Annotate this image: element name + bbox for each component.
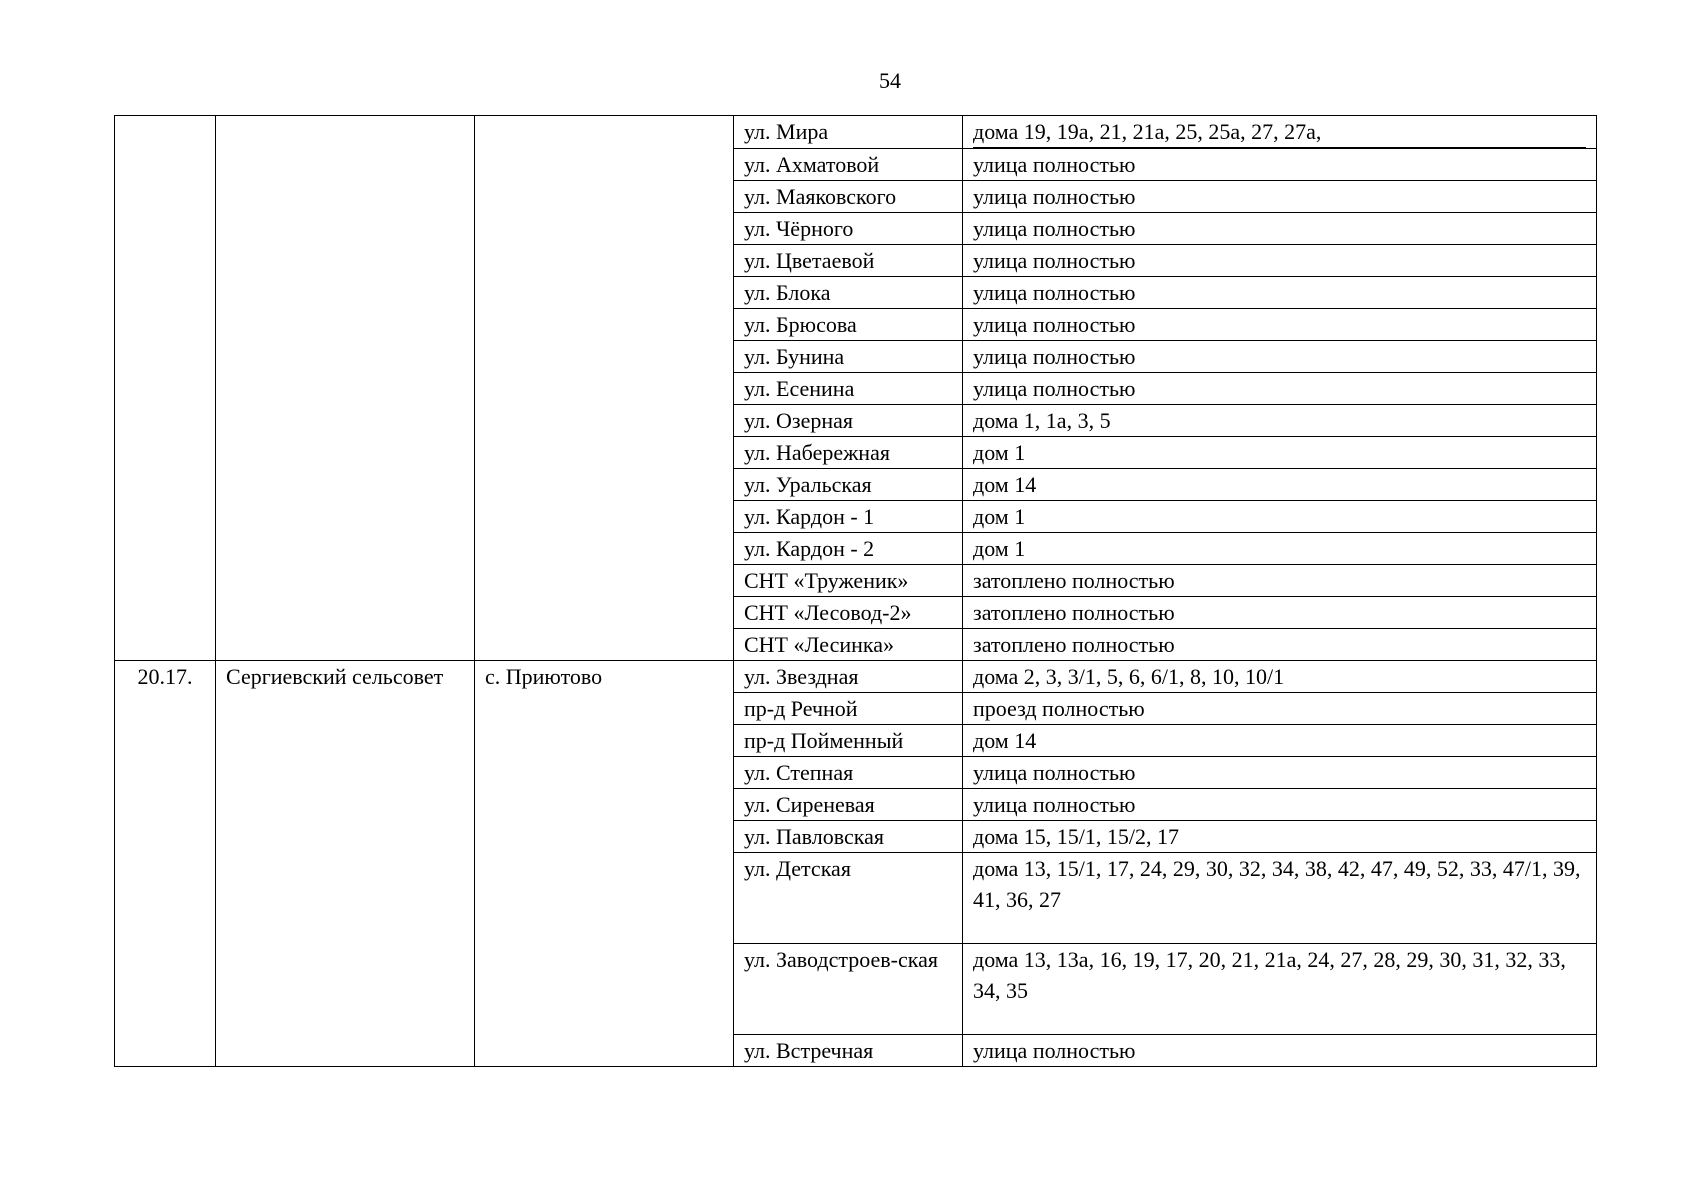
houses-cell: дом 1 [963,437,1597,469]
houses-cell: дом 14 [963,469,1597,501]
street-cell: ул. Заводстроев-ская [734,944,963,1035]
street-cell: ул. Блока [734,277,963,309]
houses-cell: дома 13, 13а, 16, 19, 17, 20, 21, 21а, 24, 27, 28, 29, 30, 31, 32, 33, 34, 35 [963,944,1597,1035]
houses-cell: затоплено полностью [963,629,1597,661]
street-cell: ул. Маяковского [734,181,963,213]
settlement-name: с. Приютово [475,661,734,1067]
houses-cell: улица полностью [963,309,1597,341]
houses-cell: дома 2, 3, 3/1, 5, 6, 6/1, 8, 10, 10/1 [963,661,1597,693]
street-cell: ул. Кардон - 1 [734,501,963,533]
street-cell: ул. Сиреневая [734,789,963,821]
houses-cell: дома 1, 1а, 3, 5 [963,405,1597,437]
houses-cell: улица полностью [963,181,1597,213]
houses-cell: улица полностью [963,277,1597,309]
houses-cell: улица полностью [963,245,1597,277]
street-cell: ул. Уральская [734,469,963,501]
street-cell: ул. Встречная [734,1035,963,1067]
row-number: 20.17. [115,661,216,1067]
page-number: 54 [879,68,901,93]
street-cell: СНТ «Лесовод-2» [734,597,963,629]
street-cell: ул. Озерная [734,405,963,437]
houses-cell: дом 1 [963,533,1597,565]
table-row [115,116,1597,149]
houses-cell: улица полностью [963,341,1597,373]
addresses-table [114,115,1597,1067]
municipality-cell-empty [216,116,475,661]
street-cell: ул. Детская [734,853,963,944]
houses-cell: улица полностью [963,373,1597,405]
houses-cell: дом 1 [963,501,1597,533]
houses-cell: улица полностью [963,757,1597,789]
houses-cell: затоплено полностью [963,565,1597,597]
street-cell: ул. Мира [734,116,963,149]
houses-cell: улица полностью [963,1035,1597,1067]
number-cell-empty [115,116,216,661]
houses-cell: дом 14 [963,725,1597,757]
street-cell: СНТ «Труженик» [734,565,963,597]
street-cell: ул. Павловская [734,821,963,853]
houses-text: дома 19, 19а, 21, 21а, 25, 25а, 27, 27а, [973,116,1586,148]
houses-cell: проезд полностью [963,693,1597,725]
street-cell: ул. Набережная [734,437,963,469]
street-cell: ул. Кардон - 2 [734,533,963,565]
street-cell: ул. Есенина [734,373,963,405]
street-cell: ул. Цветаевой [734,245,963,277]
street-cell: СНТ «Лесинка» [734,629,963,661]
street-cell: ул. Ахматовой [734,149,963,181]
street-cell: пр-д Пойменный [734,725,963,757]
houses-cell: улица полностью [963,213,1597,245]
houses-cell: улица полностью [963,149,1597,181]
settlement-cell-empty [475,116,734,661]
table-row [115,661,1597,693]
street-cell: ул. Звездная [734,661,963,693]
street-cell: ул. Бунина [734,341,963,373]
municipality-name: Сергиевский сельсовет [216,661,475,1067]
houses-cell [963,116,1597,149]
houses-cell: затоплено полностью [963,597,1597,629]
street-cell: пр-д Речной [734,693,963,725]
street-cell: ул. Степная [734,757,963,789]
houses-cell: дома 15, 15/1, 15/2, 17 [963,821,1597,853]
street-cell: ул. Брюсова [734,309,963,341]
houses-cell: дома 13, 15/1, 17, 24, 29, 30, 32, 34, 38, 42, 47, 49, 52, 33, 47/1, 39, 41, 36, 27 [963,853,1597,944]
street-cell: ул. Чёрного [734,213,963,245]
houses-cell: улица полностью [963,789,1597,821]
